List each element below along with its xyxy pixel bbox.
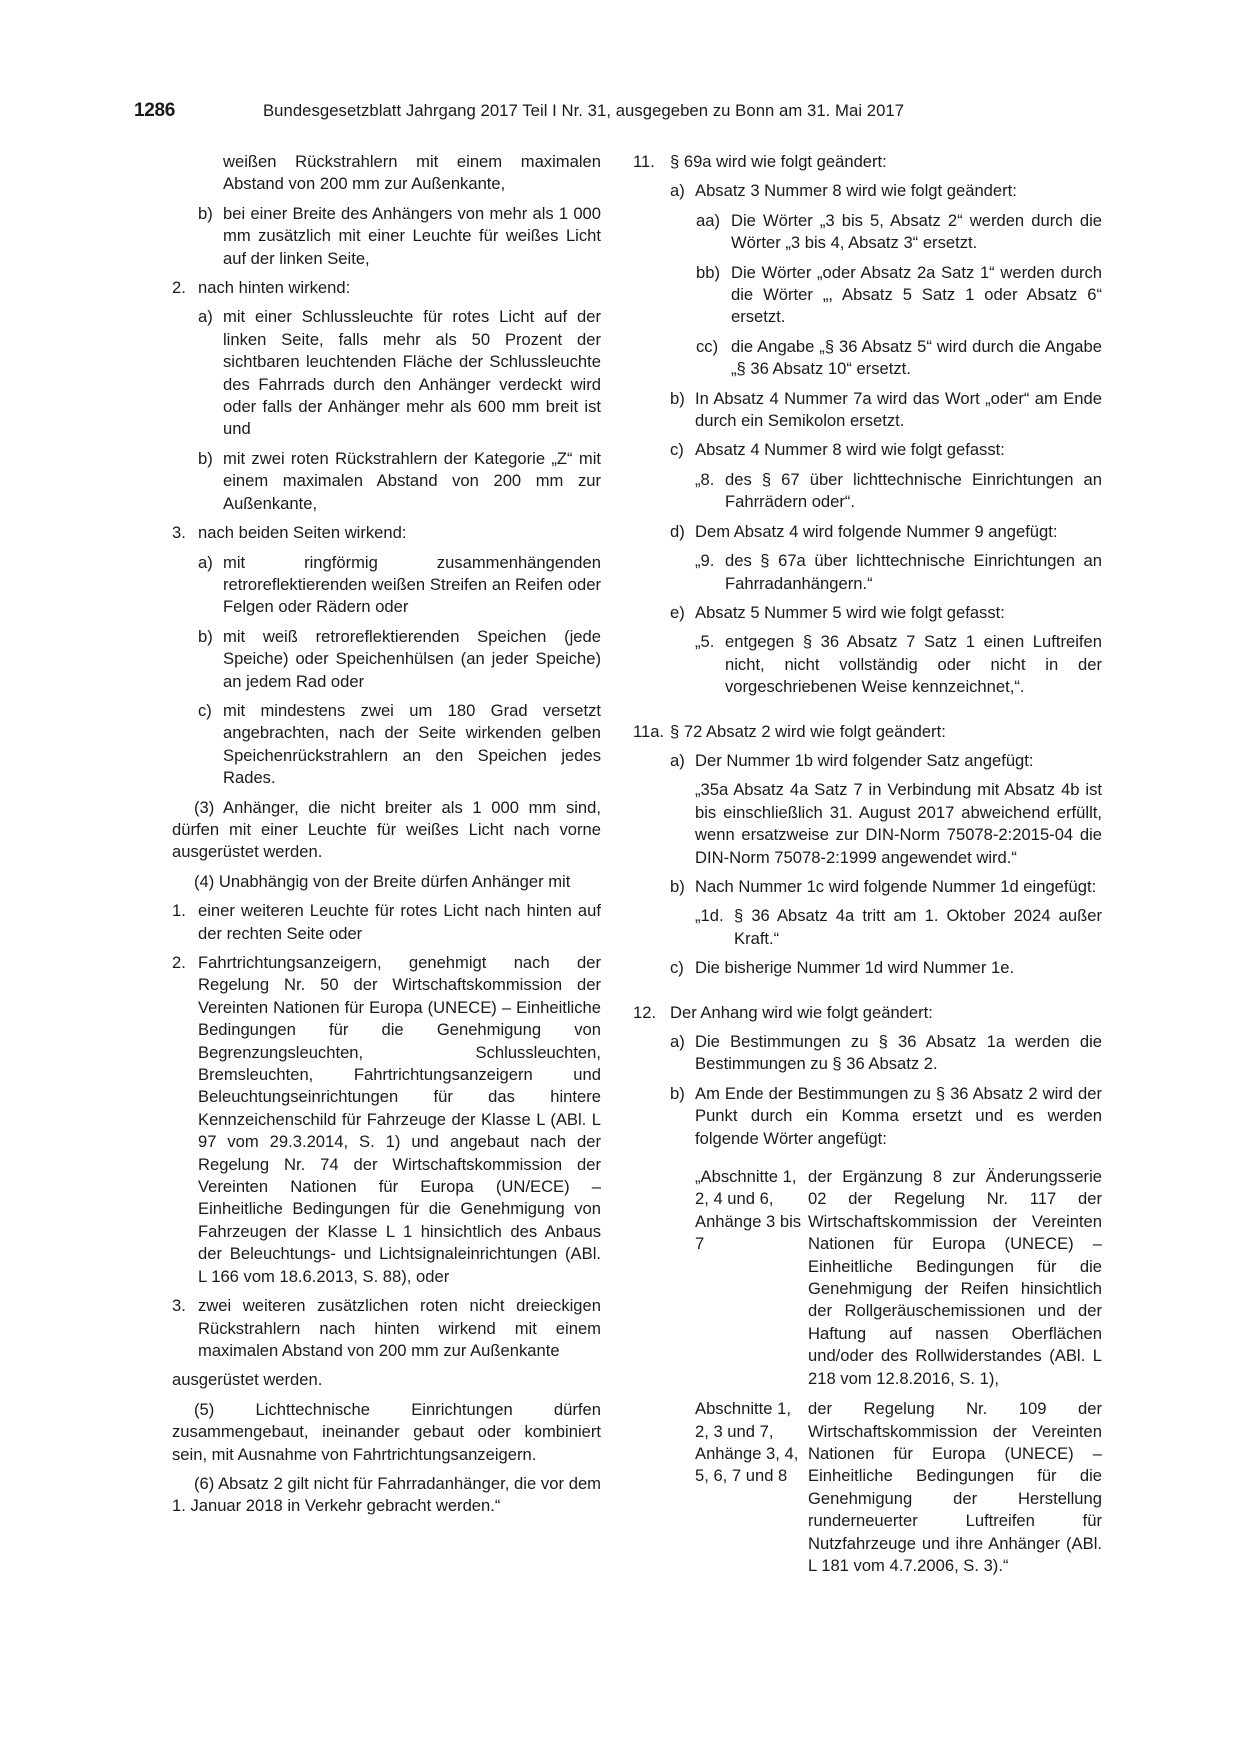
list-item: bb) Die Wörter „oder Absatz 2a Satz 1“ werden durch die Wörter „, Absatz 5 Satz 1 oder Absatz 6“ ersetzt. xyxy=(696,262,1102,327)
list-item: a) Die Bestimmungen zu § 36 Absatz 1a werden die Bestimmungen zu § 36 Absatz 2. xyxy=(670,1032,1102,1074)
list-item: a) mit ringförmig zusammenhängenden retroreflektierenden weißen Streifen an Reifen oder Felgen oder Rädern oder xyxy=(198,552,601,617)
list-item: „5. entgegen § 36 Absatz 7 Satz 1 einen Luftreifen nicht, nicht vollständig oder nicht in der vorgeschriebenen Weise kennzeichnet,“. xyxy=(695,632,1102,697)
list-item: a) Absatz 3 Nummer 8 wird wie folgt geändert: xyxy=(670,181,1017,201)
gazette-title: Bundesgesetzblatt Jahrgang 2017 Teil I Nr. 31, ausgegeben zu Bonn am 31. Mai 2017 xyxy=(263,101,905,120)
table-key: „Abschnitte 1, 2, 4 und 6, Anhänge 3 bis 7 xyxy=(695,1167,802,1254)
list-item: c) mit mindestens zwei um 180 Grad versetzt angebrachten, nach der Seite wirkenden gelben Speichenrückstrahlern an den Speichen jedes Rades. xyxy=(198,700,601,788)
list-item: aa) Die Wörter „3 bis 5, Absatz 2“ werden durch die Wörter „3 bis 4, Absatz 3“ ersetzt. xyxy=(696,210,1102,253)
list-item: b) bei einer Breite des Anhängers von mehr als 1 000 mm zusätzlich mit einer Leuchte für weißes Licht auf der linken Seite, xyxy=(198,203,601,268)
list-item: 11a. § 72 Absatz 2 wird wie folgt geändert: xyxy=(633,721,946,741)
list-item: „8. des § 67 über lichttechnische Einrichtungen an Fahrrädern oder“. xyxy=(695,469,1102,512)
provision-table xyxy=(695,1166,1102,1390)
paragraph-4-end: ausgerüstet werden. xyxy=(172,1370,323,1390)
left-column xyxy=(172,151,601,1525)
list-item: „1d. § 36 Absatz 4a tritt am 1. Oktober 2024 außer Kraft.“ xyxy=(695,906,1102,948)
list-item: a) Der Nummer 1b wird folgender Satz angefügt: xyxy=(670,750,1034,770)
list-item: 2. Fahrtrichtungsanzeigern, genehmigt nach der Regelung Nr. 50 der Wirtschaftskommission der Vereinten Nationen für Europa (UNECE) – Einheitliche Bedingungen für die Genehmigung von Begrenzungsleuchten, Schlussleuchten, Bremsleuchten, Fahrtrichtungsanzeigern und Beleuchtungseinrichtungen für das hintere Kennzeichenschild für Fahrzeuge der Klasse L (ABl. L 97 vom 29.3.2014, S. 1) und angebaut nach der Regelung Nr. 74 der Wirtschaftskommission der Vereinten Nationen für Europa (UN/ECE) – Einheitliche Bedingungen für die Genehmigung von Fahrzeugen der Klasse L 1 hinsichtlich des Anbaus der Beleuchtungs- und Lichtsignaleinrichtungen (ABl. L 166 vom 18.6.2013, S. 88), oder xyxy=(172,953,601,1286)
list-item: 11. § 69a wird wie folgt geändert: xyxy=(633,152,887,171)
list-item: 12. Der Anhang wird wie folgt geändert: xyxy=(633,1002,933,1022)
list-item: b) mit zwei roten Rückstrahlern der Kategorie „Z“ mit einem maximalen Abstand von 200 mm zur Außenkante, xyxy=(198,448,601,513)
list-item: b) Nach Nummer 1c wird folgende Nummer 1d eingefügt: xyxy=(670,876,1097,896)
list-item: c) Absatz 4 Nummer 8 wird wie folgt gefasst: xyxy=(670,440,1005,460)
list-item: b) mit weiß retroreflektierenden Speichen (jede Speiche) oder Speichenhülsen (an jeder Speiche) an jedem Rad oder xyxy=(198,626,601,691)
list-item: d) Dem Absatz 4 wird folgende Nummer 9 angefügt: xyxy=(670,521,1058,541)
list-item: 3. nach beiden Seiten wirkend: xyxy=(172,523,407,543)
list-item: b) In Absatz 4 Nummer 7a wird das Wort „oder“ am Ende durch ein Semikolon ersetzt. xyxy=(670,388,1102,431)
list-item: 3. zwei weiteren zusätzlichen roten nicht dreieckigen Rückstrahlern nach hinten wirkend mit einem maximalen Abstand von 200 mm zur Außenkante xyxy=(172,1296,601,1360)
list-item: weißen Rückstrahlern mit einem maximalen Abstand von 200 mm zur Außenkante, xyxy=(223,152,601,194)
paragraph-5: (5) Lichttechnische Einrichtungen dürfen zusammengebaut, ineinander gebaut oder kombiniert sein, mit Ausnahme von Fahrtrichtungsanzeigern. xyxy=(172,1399,601,1464)
list-item: b) Am Ende der Bestimmungen zu § 36 Absatz 2 wird der Punkt durch ein Komma ersetzt und es werden folgende Wörter angefügt: xyxy=(670,1083,1102,1148)
right-column xyxy=(633,151,1102,1585)
list-item: 2. nach hinten wirkend: xyxy=(172,278,351,298)
list-item: cc) die Angabe „§ 36 Absatz 5“ wird durch die Angabe „§ 36 Absatz 10“ ersetzt. xyxy=(696,336,1102,379)
page-header xyxy=(0,100,1241,124)
list-item: c) Die bisherige Nummer 1d wird Nummer 1e. xyxy=(670,958,1015,978)
page-number: 1286 xyxy=(134,100,176,121)
list-item: a) mit einer Schlussleuchte für rotes Licht auf der linken Seite, falls mehr als 50 Prozent der sichtbaren leuchtenden Fläche der Schlussleuchte des Fahrrads durch den Anhänger verdeckt wird oder falls der Anhänger mehr als 600 mm breit ist und xyxy=(198,307,601,439)
table-key: Abschnitte 1, 2, 3 und 7, Anhänge 3, 4, 5, 6, 7 und 8 xyxy=(695,1399,799,1486)
table-value: der Regelung Nr. 109 der Wirtschaftskommission der Vereinten Nationen für Europa (UNECE) – Einheitliche Bedingungen für die Genehmigung der Herstellung runderneuerter Luftreifen für Nutzfahrzeuge und ihre Anhänger (ABl. L 181 vom 4.7.2006, S. 3).“ xyxy=(808,1399,1102,1575)
paragraph-6: (6) Absatz 2 gilt nicht für Fahrradanhänger, die vor dem 1. Januar 2018 in Verkehr gebracht werden.“ xyxy=(172,1473,601,1516)
table-value: der Ergänzung 8 zur Änderungsserie 02 der Regelung Nr. 117 der Wirtschaftskommission der Vereinten Nationen für Europa (UNECE) – Einheitliche Bedingungen für die Genehmigung der Reifen hinsichtlich der Rollgeräuschemissionen und der Haftung auf nassen Oberflächen und/oder des Rollwiderstandes (ABl. L 218 vom 12.8.2016, S. 1), xyxy=(808,1167,1102,1388)
list-item: „9. des § 67a über lichttechnische Einrichtungen an Fahrradanhängern.“ xyxy=(695,551,1102,593)
list-item: 1. einer weiteren Leuchte für rotes Licht nach hinten auf der rechten Seite oder xyxy=(172,901,601,943)
provision-table xyxy=(695,1398,1102,1577)
paragraph-4: (4) Unabhängig von der Breite dürfen Anhänger mit xyxy=(194,871,571,891)
list-item: e) Absatz 5 Nummer 5 wird wie folgt gefasst: xyxy=(670,602,1005,622)
quoted-text: „35a Absatz 4a Satz 7 in Verbindung mit Absatz 4b ist bis einschließlich 31. August 2017 abweichend erfüllt, wenn ersatzweise zur DIN-Norm 75078-2:2015-04 die DIN-Norm 75078-2:1999 angewendet wird.“ xyxy=(695,780,1102,867)
paragraph-3: (3) Anhänger, die nicht breiter als 1 000 mm sind, dürfen mit einer Leuchte für weißes Licht nach vorne ausgerüstet werden. xyxy=(172,797,601,862)
